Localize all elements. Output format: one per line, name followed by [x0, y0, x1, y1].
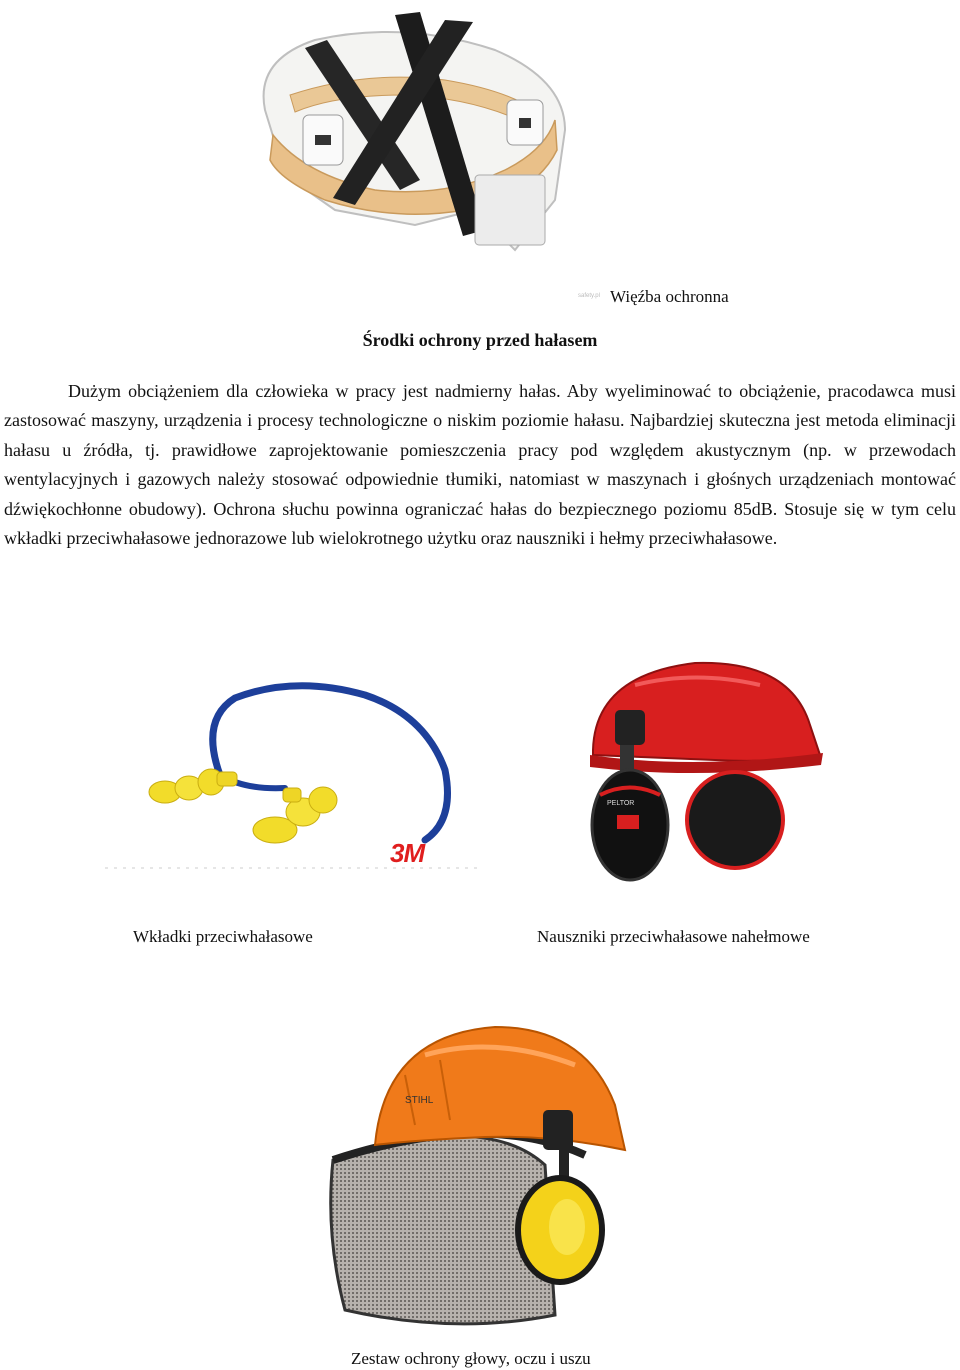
helmet-suspension-image [245, 0, 595, 275]
red-helmet-earmuffs-image [575, 655, 825, 890]
body-paragraph: Dużym obciążeniem dla człowieka w pracy jest nadmierny hałas. Aby wyeliminować to obciążenie, pracodawca musi zastosować maszyny, urządzenia i procesy technologiczne o niskim poziomie hałasu. Najbardziej skuteczna jest metoda eliminacji hałasu u źródła, tj. prawidłowe zaprojektowanie pomieszczenia pracy pod względem akustycznym (np. w przewodach wentylacyjnych i gazowych należy stosować odpowiednie tłumiki, natomiast w maszynach i głośnych urządzeniach montować dźwiękochłonne obudowy). Ochrona słuchu powinna ograniczać hałas do bezpiecznego poziomu 85dB. Stosuje się w tym celu wkładki przeciwhałasowe jednorazowe lub wielokrotnego użytku oraz nauszniki i hełmy przeciwhałasowe. [4, 381, 956, 549]
caption-earmuffs: Nauszniki przeciwhałasowe nahełmowe [537, 927, 810, 946]
caption-protection-set: Zestaw ochrony głowy, oczu i uszu [351, 1349, 591, 1368]
helmet-brand-mark: STIHL [405, 1095, 434, 1106]
caption-helmet-suspension: Więźba ochronna [610, 287, 729, 306]
brand-label-peltor: PELTOR [607, 800, 635, 807]
head-eye-ear-protection-set-image [255, 1015, 705, 1345]
caption-earplugs: Wkładki przeciwhałasowe [133, 927, 313, 946]
image-watermark: safety.pl [578, 293, 600, 299]
section-heading: Środki ochrony przed hałasem [362, 330, 598, 350]
brand-logo-3m: 3M [390, 838, 425, 868]
